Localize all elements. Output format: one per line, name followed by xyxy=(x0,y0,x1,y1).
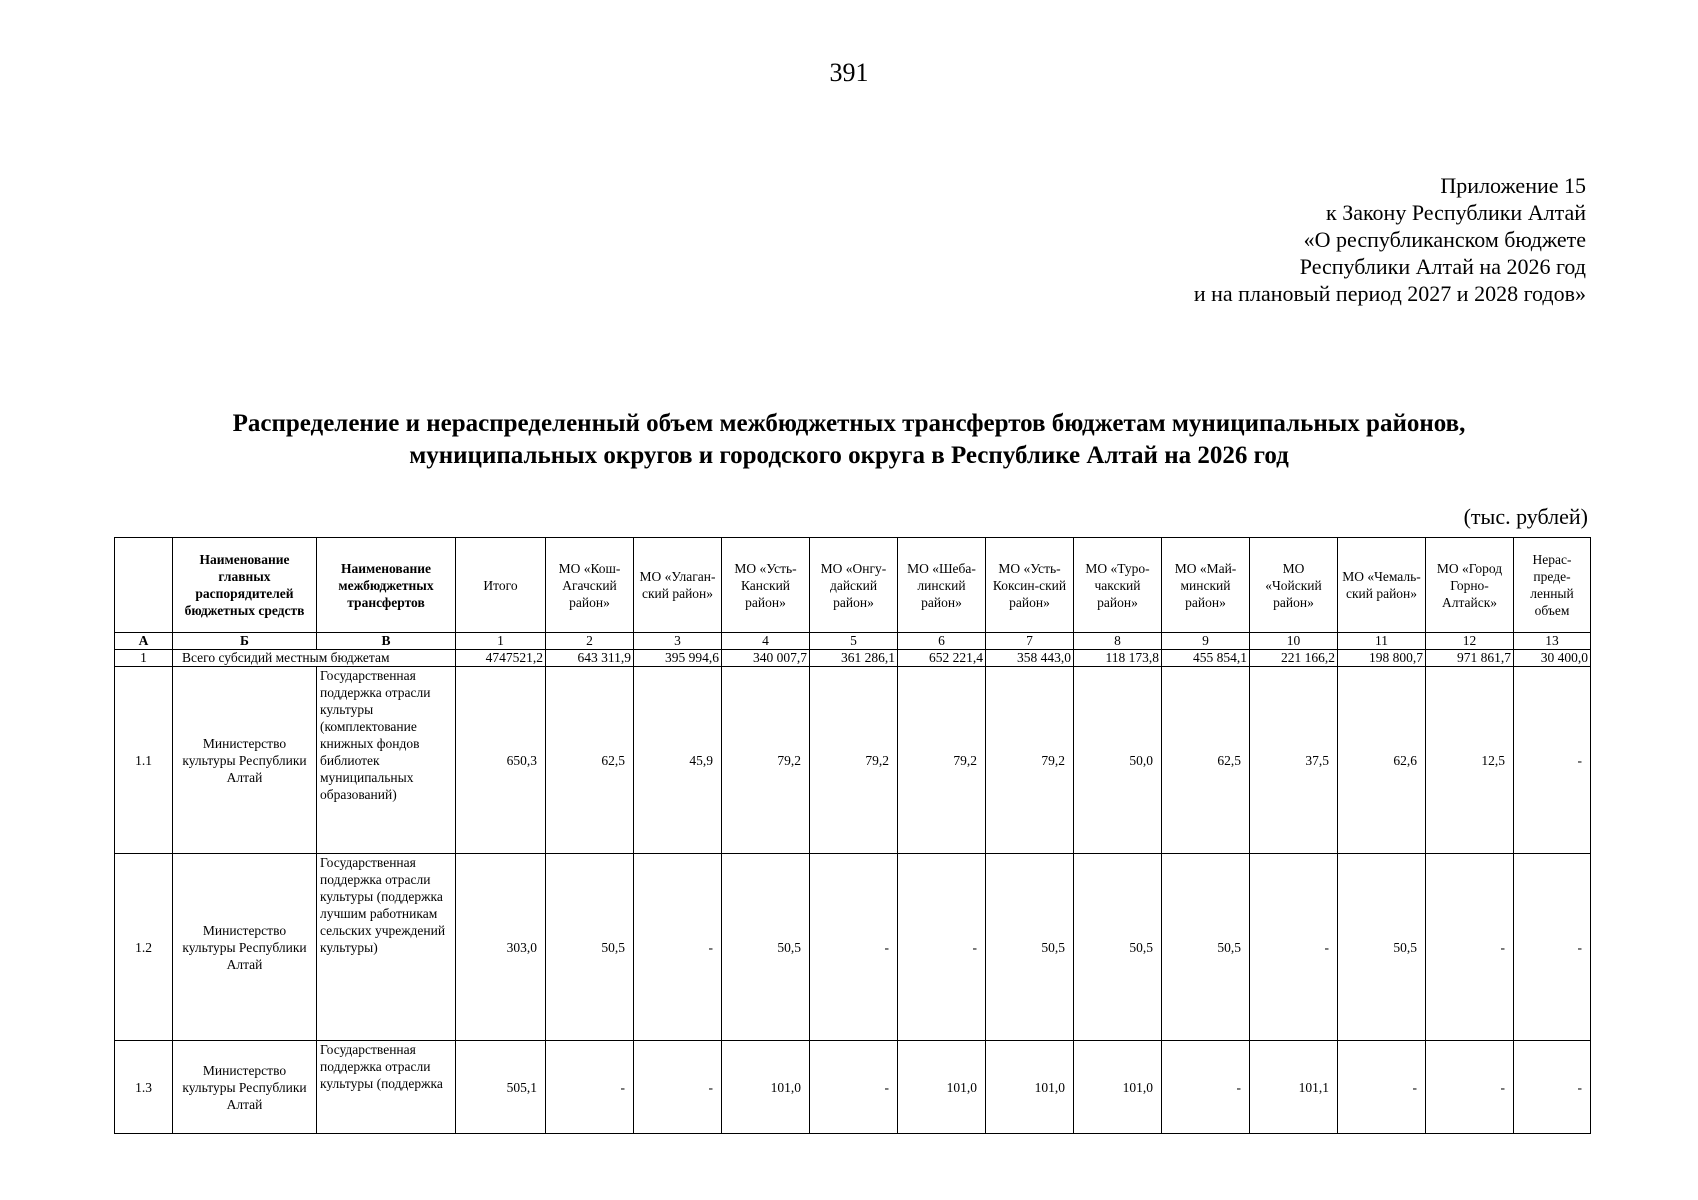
page-number: 391 xyxy=(829,58,869,87)
title-line-1: Распределение и нераспределенный объем межбюджетных трансфертов бюджетам муниципальных районов, xyxy=(232,410,1466,437)
column-index-cell: 8 xyxy=(1074,633,1162,650)
appendix-line: к Закону Республики Алтай xyxy=(1326,200,1586,225)
appendix-block xyxy=(1194,172,1586,307)
value-cell: 50,5 xyxy=(1074,854,1162,1041)
value-cell: 79,2 xyxy=(986,667,1074,854)
total-value: 971 861,7 xyxy=(1426,650,1514,667)
value-cell: - xyxy=(546,1041,634,1134)
value-cell: 101,0 xyxy=(722,1041,810,1134)
value-cell: 50,5 xyxy=(546,854,634,1041)
table-row xyxy=(115,667,1591,854)
header-cell-transfer: Наименование межбюджетных трансфертов xyxy=(317,538,456,633)
total-value: 4747521,2 xyxy=(456,650,546,667)
total-value: 118 173,8 xyxy=(1074,650,1162,667)
total-value: 395 994,6 xyxy=(634,650,722,667)
table-row xyxy=(115,854,1591,1041)
value-cell: 50,5 xyxy=(1162,854,1250,1041)
transfer-cell: Государственная поддержка отрасли культуры (поддержка лучшим работникам сельских учреждений культуры) xyxy=(317,854,456,1041)
total-value: 340 007,7 xyxy=(722,650,810,667)
column-index-cell: Б xyxy=(173,633,317,650)
value-cell: 37,5 xyxy=(1250,667,1338,854)
column-index-cell: 12 xyxy=(1426,633,1514,650)
value-cell: 50,5 xyxy=(722,854,810,1041)
value-cell: 101,0 xyxy=(1074,1041,1162,1134)
column-index-cell: 2 xyxy=(546,633,634,650)
value-cell: - xyxy=(1338,1041,1426,1134)
header-cell-district: МО «Чойский район» xyxy=(1250,538,1338,633)
appendix-line: и на плановый период 2027 и 2028 годов» xyxy=(1193,281,1586,306)
value-cell: - xyxy=(898,854,986,1041)
column-index-cell: 4 xyxy=(722,633,810,650)
header-cell-district: МО «Чемаль-ский район» xyxy=(1338,538,1426,633)
document-title xyxy=(0,408,1698,472)
column-index-cell: 5 xyxy=(810,633,898,650)
value-cell: 303,0 xyxy=(456,854,546,1041)
header-cell-district: МО «Кош-Агачский район» xyxy=(546,538,634,633)
header-cell-district: Нерас-преде-ленный объем xyxy=(1514,538,1591,633)
appendix-line: Приложение 15 xyxy=(1440,173,1586,198)
column-index-cell: А xyxy=(115,633,173,650)
value-cell: 79,2 xyxy=(722,667,810,854)
table-column-index-row xyxy=(115,633,1591,650)
value-cell: 101,0 xyxy=(986,1041,1074,1134)
value-cell: 12,5 xyxy=(1426,667,1514,854)
ministry-cell: Министерство культуры Республики Алтай xyxy=(173,854,317,1041)
appendix-line: Республики Алтай на 2026 год xyxy=(1299,254,1586,279)
header-cell-index xyxy=(115,538,173,633)
value-cell: 79,2 xyxy=(810,667,898,854)
header-cell-district: МО «Усть-Канский район» xyxy=(722,538,810,633)
header-cell-total: Итого xyxy=(456,538,546,633)
value-cell: - xyxy=(810,854,898,1041)
value-cell: 101,1 xyxy=(1250,1041,1338,1134)
ministry-cell: Министерство культуры Республики Алтай xyxy=(173,667,317,854)
column-index-cell: 1 xyxy=(456,633,546,650)
value-cell: - xyxy=(1514,667,1591,854)
total-label: Всего субсидий местным бюджетам xyxy=(173,650,456,667)
column-index-cell: 7 xyxy=(986,633,1074,650)
total-value: 455 854,1 xyxy=(1162,650,1250,667)
value-cell: 50,5 xyxy=(1338,854,1426,1041)
total-value: 30 400,0 xyxy=(1514,650,1591,667)
value-cell: - xyxy=(634,854,722,1041)
total-value: 652 221,4 xyxy=(898,650,986,667)
value-cell: 50,0 xyxy=(1074,667,1162,854)
header-cell-district: МО «Май-минский район» xyxy=(1162,538,1250,633)
row-number: 1 xyxy=(115,650,173,667)
value-cell: 62,6 xyxy=(1338,667,1426,854)
table-header-row xyxy=(115,538,1591,633)
row-number: 1.1 xyxy=(115,667,173,854)
value-cell: - xyxy=(1514,854,1591,1041)
header-cell-district: МО «Шеба-линский район» xyxy=(898,538,986,633)
transfer-cell: Государственная поддержка отрасли культуры (комплектование книжных фондов библиотек муниципальных образований) xyxy=(317,667,456,854)
column-index-cell: В xyxy=(317,633,456,650)
value-cell: 505,1 xyxy=(456,1041,546,1134)
column-index-cell: 10 xyxy=(1250,633,1338,650)
header-cell-district: МО «Онгу-дайский район» xyxy=(810,538,898,633)
table-row xyxy=(115,1041,1591,1134)
column-index-cell: 13 xyxy=(1514,633,1591,650)
value-cell: 79,2 xyxy=(898,667,986,854)
column-index-cell: 6 xyxy=(898,633,986,650)
value-cell: - xyxy=(1426,1041,1514,1134)
column-index-cell: 3 xyxy=(634,633,722,650)
value-cell: 101,0 xyxy=(898,1041,986,1134)
total-value: 221 166,2 xyxy=(1250,650,1338,667)
ministry-cell: Министерство культуры Республики Алтай xyxy=(173,1041,317,1134)
value-cell: - xyxy=(1162,1041,1250,1134)
row-number: 1.3 xyxy=(115,1041,173,1134)
title-line-2: муниципальных округов и городского округа в Республике Алтай на 2026 год xyxy=(409,442,1289,469)
row-number: 1.2 xyxy=(115,854,173,1041)
value-cell: 62,5 xyxy=(546,667,634,854)
value-cell: 650,3 xyxy=(456,667,546,854)
header-cell-district: МО «Город Горно-Алтайск» xyxy=(1426,538,1514,633)
units-label: (тыс. рублей) xyxy=(1463,504,1588,529)
total-value: 358 443,0 xyxy=(986,650,1074,667)
header-cell-district: МО «Улаган-ский район» xyxy=(634,538,722,633)
transfer-cell: Государственная поддержка отрасли культуры (поддержка xyxy=(317,1041,456,1134)
total-value: 198 800,7 xyxy=(1338,650,1426,667)
column-index-cell: 11 xyxy=(1338,633,1426,650)
header-cell-ministry: Наименование главных распорядителей бюджетных средств xyxy=(173,538,317,633)
value-cell: 62,5 xyxy=(1162,667,1250,854)
header-cell-district: МО «Усть-Коксин-ский район» xyxy=(986,538,1074,633)
header-cell-district: МО «Туро-чакский район» xyxy=(1074,538,1162,633)
value-cell: - xyxy=(1514,1041,1591,1134)
value-cell: - xyxy=(810,1041,898,1134)
total-value: 361 286,1 xyxy=(810,650,898,667)
appendix-line: «О республиканском бюджете xyxy=(1303,227,1586,252)
value-cell: - xyxy=(1250,854,1338,1041)
total-value: 643 311,9 xyxy=(546,650,634,667)
value-cell: - xyxy=(1426,854,1514,1041)
value-cell: 45,9 xyxy=(634,667,722,854)
column-index-cell: 9 xyxy=(1162,633,1250,650)
transfers-table xyxy=(114,537,1591,1134)
value-cell: - xyxy=(634,1041,722,1134)
value-cell: 50,5 xyxy=(986,854,1074,1041)
table-total-row xyxy=(115,650,1591,667)
